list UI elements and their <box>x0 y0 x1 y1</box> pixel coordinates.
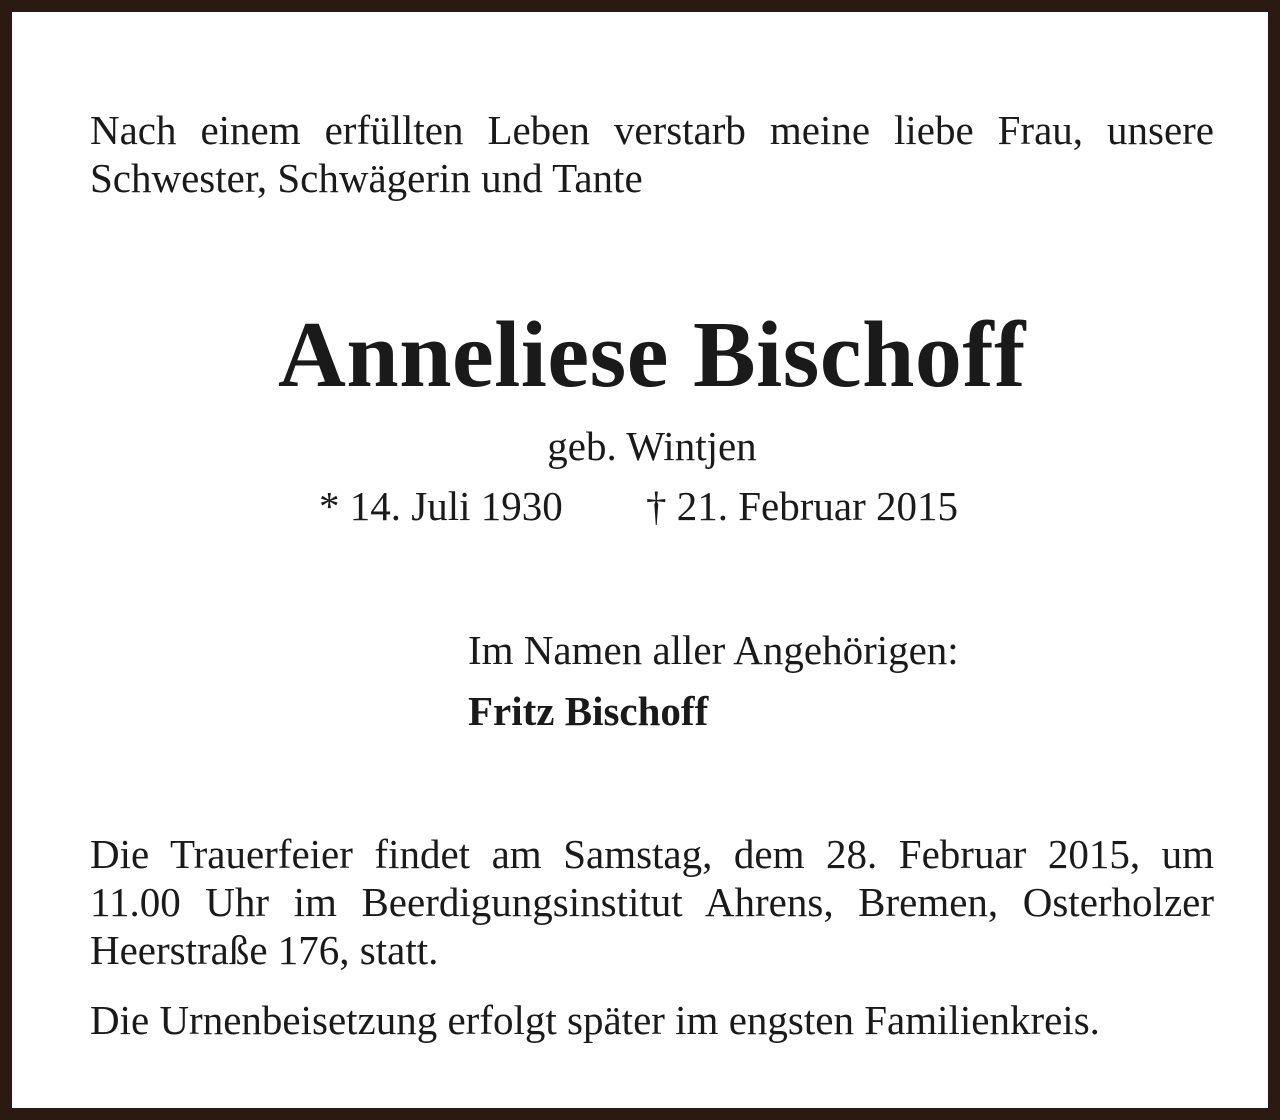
maiden-name: geb. Wintjen <box>547 423 757 469</box>
signer-name: Fritz Bischoff <box>468 688 709 734</box>
intro-line-1: Nach einem erfüllten Leben verstarb meine liebe Frau, unsere <box>90 107 1214 153</box>
service-line-2: 11.00 Uhr im Beerdigungsinstitut Ahrens, Bremen, Osterholzer <box>90 879 1214 925</box>
deceased-name: Anneliese Bischoff <box>278 303 1026 407</box>
intro-line-2: Schwester, Schwägerin und Tante <box>90 155 643 201</box>
birth-date: * 14. Juli 1930 <box>319 483 563 529</box>
on-behalf-text: Im Namen aller Angehörigen: <box>468 627 959 673</box>
service-line-3: Heerstraße 176, statt. <box>90 927 439 973</box>
death-date: † 21. Februar 2015 <box>646 483 959 529</box>
service-line-1: Die Trauerfeier findet am Samstag, dem 28. Februar 2015, um <box>90 831 1214 877</box>
burial-info: Die Urnenbeisetzung erfolgt später im engsten Familienkreis. <box>90 997 1100 1043</box>
intro-text <box>90 106 1214 202</box>
service-info <box>90 830 1214 974</box>
